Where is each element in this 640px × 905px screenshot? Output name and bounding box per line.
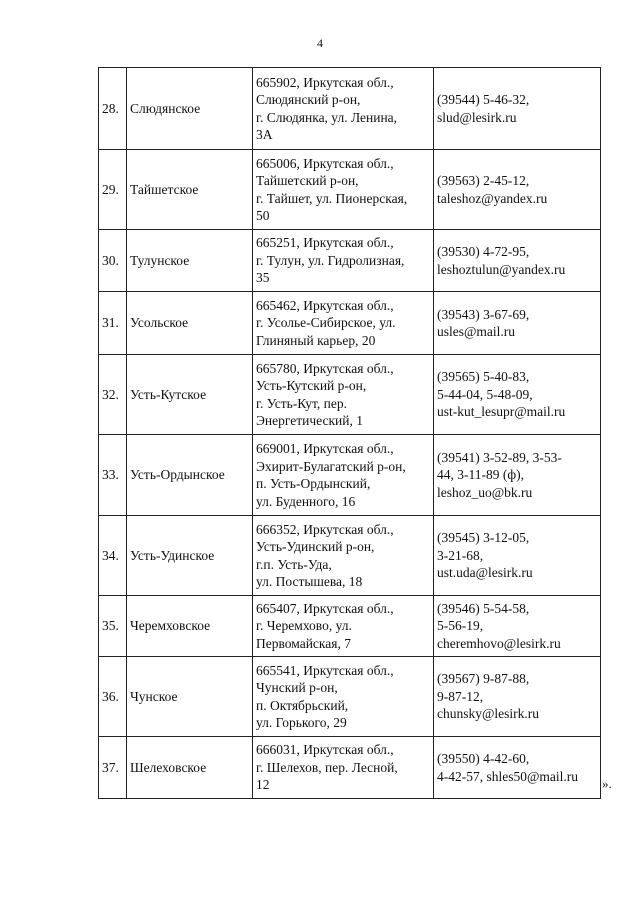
table-row xyxy=(99,516,601,596)
postal-address: 665780, Иркутская обл., Усть-Кутский р-он, г. Усть-Кут, пер. Энергетический, 1 xyxy=(253,355,434,435)
contact-info: (39541) 3-52-89, 3-53- 44, 3-11-89 (ф), leshoz_uo@bk.ru xyxy=(434,435,601,516)
row-number: 34. xyxy=(99,516,127,596)
row-number: 29. xyxy=(99,150,127,230)
contact-info: (39544) 5-46-32, slud@lesirk.ru xyxy=(434,68,601,150)
contact-info: (39530) 4-72-95, leshoztulun@yandex.ru xyxy=(434,230,601,292)
contact-info: (39567) 9-87-88, 9-87-12, chunsky@lesirk.ru xyxy=(434,657,601,737)
contact-info: (39563) 2-45-12, taleshoz@yandex.ru xyxy=(434,150,601,230)
forestry-name: Тулунское xyxy=(127,230,253,292)
row-number: 33. xyxy=(99,435,127,516)
table-row xyxy=(99,230,601,292)
closing-quote-mark: ». xyxy=(602,776,612,791)
forestry-name: Шелеховское xyxy=(127,737,253,799)
table-row xyxy=(99,150,601,230)
forestry-name: Усть-Удинское xyxy=(127,516,253,596)
row-number: 31. xyxy=(99,292,127,355)
contact-info: (39550) 4-42-60, 4-42-57, shles50@mail.ru xyxy=(434,737,601,799)
postal-address: 665251, Иркутская обл., г. Тулун, ул. Гидролизная, 35 xyxy=(253,230,434,292)
table-row xyxy=(99,292,601,355)
postal-address: 666352, Иркутская обл., Усть-Удинский р-он, г.п. Усть-Уда, ул. Постышева, 18 xyxy=(253,516,434,596)
table-row xyxy=(99,68,601,150)
contact-info: (39546) 5-54-58, 5-56-19, cheremhovo@lesirk.ru xyxy=(434,596,601,657)
table-row xyxy=(99,737,601,799)
postal-address: 665902, Иркутская обл., Слюдянский р-он, г. Слюдянка, ул. Ленина, 3А xyxy=(253,68,434,150)
page-number: 4 xyxy=(317,36,323,50)
table-row xyxy=(99,657,601,737)
forestry-registry-table xyxy=(98,67,601,799)
forestry-name: Слюдянское xyxy=(127,68,253,150)
contact-info: (39565) 5-40-83, 5-44-04, 5-48-09, ust-kut_lesupr@mail.ru xyxy=(434,355,601,435)
postal-address: 665006, Иркутская обл., Тайшетский р-он, г. Тайшет, ул. Пионерская, 50 xyxy=(253,150,434,230)
postal-address: 665407, Иркутская обл., г. Черемхово, ул. Первомайская, 7 xyxy=(253,596,434,657)
row-number: 37. xyxy=(99,737,127,799)
forestry-name: Усть-Ордынское xyxy=(127,435,253,516)
forestry-name: Усольское xyxy=(127,292,253,355)
contact-info: (39545) 3-12-05, 3-21-68, ust.uda@lesirk.ru xyxy=(434,516,601,596)
forestry-name: Усть-Кутское xyxy=(127,355,253,435)
postal-address: 665462, Иркутская обл., г. Усолье-Сибирское, ул. Глиняный карьер, 20 xyxy=(253,292,434,355)
forestry-name: Чунское xyxy=(127,657,253,737)
row-number: 32. xyxy=(99,355,127,435)
postal-address: 666031, Иркутская обл., г. Шелехов, пер. Лесной, 12 xyxy=(253,737,434,799)
table-row xyxy=(99,355,601,435)
table-row xyxy=(99,596,601,657)
forestry-name: Черемховское xyxy=(127,596,253,657)
table-row xyxy=(99,435,601,516)
row-number: 36. xyxy=(99,657,127,737)
postal-address: 665541, Иркутская обл., Чунский р-он, п. Октябрьский, ул. Горького, 29 xyxy=(253,657,434,737)
row-number: 28. xyxy=(99,68,127,150)
forestry-name: Тайшетское xyxy=(127,150,253,230)
postal-address: 669001, Иркутская обл., Эхирит-Булагатский р-он, п. Усть-Ордынский, ул. Буденного, 16 xyxy=(253,435,434,516)
row-number: 30. xyxy=(99,230,127,292)
contact-info: (39543) 3-67-69, usles@mail.ru xyxy=(434,292,601,355)
row-number: 35. xyxy=(99,596,127,657)
